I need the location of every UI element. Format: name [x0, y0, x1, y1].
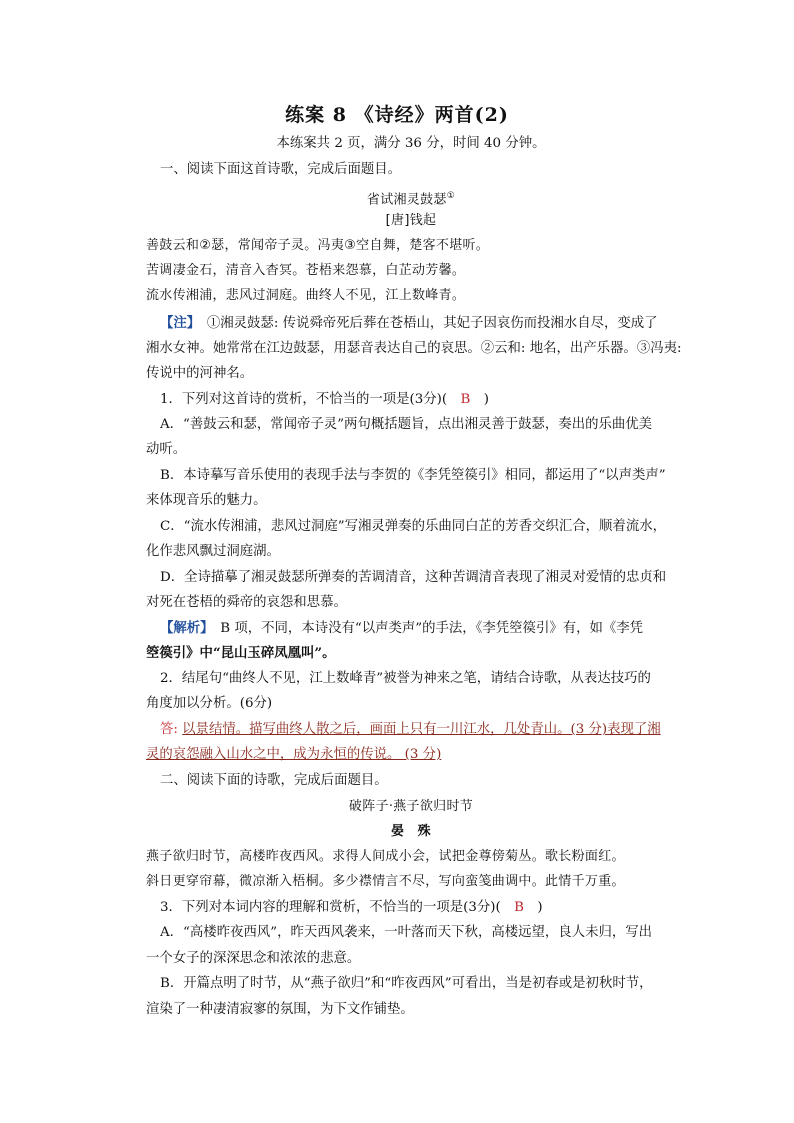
q1-stem-text: 1．下列对这首诗的赏析，不恰当的一项是(3分)( — [160, 392, 448, 407]
q1-option: C．“流水传湘浦，悲风过洞庭”写湘灵弹奏的乐曲同白芷的芳香交织汇合，顺着流水， — [160, 519, 666, 534]
q3-option: 一个女子的深深思念和浓浓的悲意。 — [146, 951, 361, 966]
poem2-title: 破阵子·燕子欲归时节 — [348, 799, 474, 814]
q3-close: ) — [537, 900, 543, 915]
analysis-text: B 项，不同，本诗没有“以声类声”的手法，《李凭箜篌引》有，如《李凭 — [220, 621, 644, 636]
section2-heading: 二、阅读下面的诗歌，完成后面题目。 — [160, 773, 388, 788]
q1-option: 化作悲风飘过洞庭湖。 — [146, 544, 280, 559]
q2-answer — [160, 720, 690, 740]
note-line: 传说中的河神名。 — [146, 366, 254, 381]
q1-option: 来体现音乐的魅力。 — [146, 493, 267, 508]
note-tag: 【注】 — [160, 315, 194, 331]
poem1-line: 善鼓云和②瑟，常闻帝子灵。冯夷③空自舞，楚客不堪听。 — [146, 238, 490, 253]
note-line: 湘水女神。她常常在江边鼓瑟，用瑟音表达自己的哀思。②云和: 地名，出产乐器。③冯夷: — [146, 341, 682, 356]
q3-answer: B — [514, 900, 524, 915]
poem2-author: 晏 殊 — [391, 824, 431, 839]
question-1-stem — [160, 390, 690, 410]
q1-option: 对死在苍梧的舜帝的哀怨和思慕。 — [146, 595, 347, 610]
answer-tag: 答: — [160, 722, 178, 737]
poem2-line: 斜日更穿帘幕，微凉渐入梧桐。多少襟情言不尽，写向蛮笺曲调中。此情千万重。 — [146, 874, 625, 889]
q3-stem-text: 3．下列对本词内容的理解和赏析，不恰当的一项是(3分)( — [160, 900, 501, 915]
page-info: 本练案共 2 页，满分 36 分，时间 40 分钟。 — [276, 136, 546, 151]
q3-option: B．开篇点明了时节，从“燕子欲归”和“昨夜西风”可看出，当是初春或是初秋时节， — [160, 976, 653, 991]
q2-answer-line: 灵的哀怨融入山水之中，成为永恒的传说。 (3 分) — [146, 747, 442, 762]
q1-answer: B — [460, 392, 471, 407]
question-2-stem: 角度加以分析。(6分) — [146, 696, 273, 711]
poem1-line: 流水传湘浦，悲风过洞庭。曲终人不见，江上数峰青。 — [146, 288, 466, 303]
note-text: ①湘灵鼓瑟: 传说舜帝死后葬在苍梧山，其妃子因哀伤而投湘水自尽，变成了 — [206, 316, 658, 331]
q1-option: D．全诗描摹了湘灵鼓瑟所弹奏的苦调清音，这种苦调清音表现了湘灵对爱情的忠贞和 — [160, 570, 667, 585]
q3-option: A．“高楼昨夜西风”，昨天西风袭来，一叶落而天下秋，高楼远望，良人未归，写出 — [160, 925, 653, 940]
question-2-stem: 2．结尾句“曲终人不见，江上数峰青”被誉为神来之笔，请结合诗歌，从表达技巧的 — [160, 671, 651, 686]
q1-option: 动听。 — [146, 442, 187, 457]
q1-option: A．“善鼓云和瑟，常闻帝子灵”两句概括题旨，点出湘灵善于鼓瑟，奏出的乐曲优美 — [160, 417, 653, 432]
q1-analysis-line: 箜篌引》中“昆山玉碎凤凰叫”。 — [146, 645, 336, 661]
note-line — [160, 313, 690, 334]
page-title: 练案 8 《诗经》两首(2) — [285, 104, 509, 126]
q1-analysis — [160, 618, 690, 639]
section1-heading: 一、阅读下面这首诗歌，完成后面题目。 — [160, 162, 402, 177]
q2-answer-text: 以景结情。描写曲终人散之后，画面上只有一川江水，几处青山。(3 分)表现了湘 — [182, 722, 661, 737]
poem1-author: [唐]钱起 — [385, 213, 437, 228]
poem1-title-text: 省试湘灵鼓瑟 — [366, 192, 447, 208]
analysis-tag: 【解析】 — [160, 620, 207, 636]
q3-option: 渲染了一种凄清寂寥的氛围，为下文作铺垫。 — [146, 1002, 414, 1017]
q1-option: B．本诗摹写音乐使用的表现手法与李贺的《李凭箜篌引》相同，都运用了“以声类声” — [160, 468, 666, 483]
q1-close: ) — [483, 392, 489, 407]
poem1-title-note: ① — [446, 191, 456, 201]
poem2-line: 燕子欲归时节，高楼昨夜西风。求得人间成小会，试把金尊傍菊丛。歌长粉面红。 — [146, 849, 625, 864]
poem1-title — [146, 186, 676, 210]
question-3-stem — [160, 898, 690, 918]
poem1-line: 苦调凄金石，清音入杳冥。苍梧来怨慕，白芷动芳馨。 — [146, 263, 466, 278]
